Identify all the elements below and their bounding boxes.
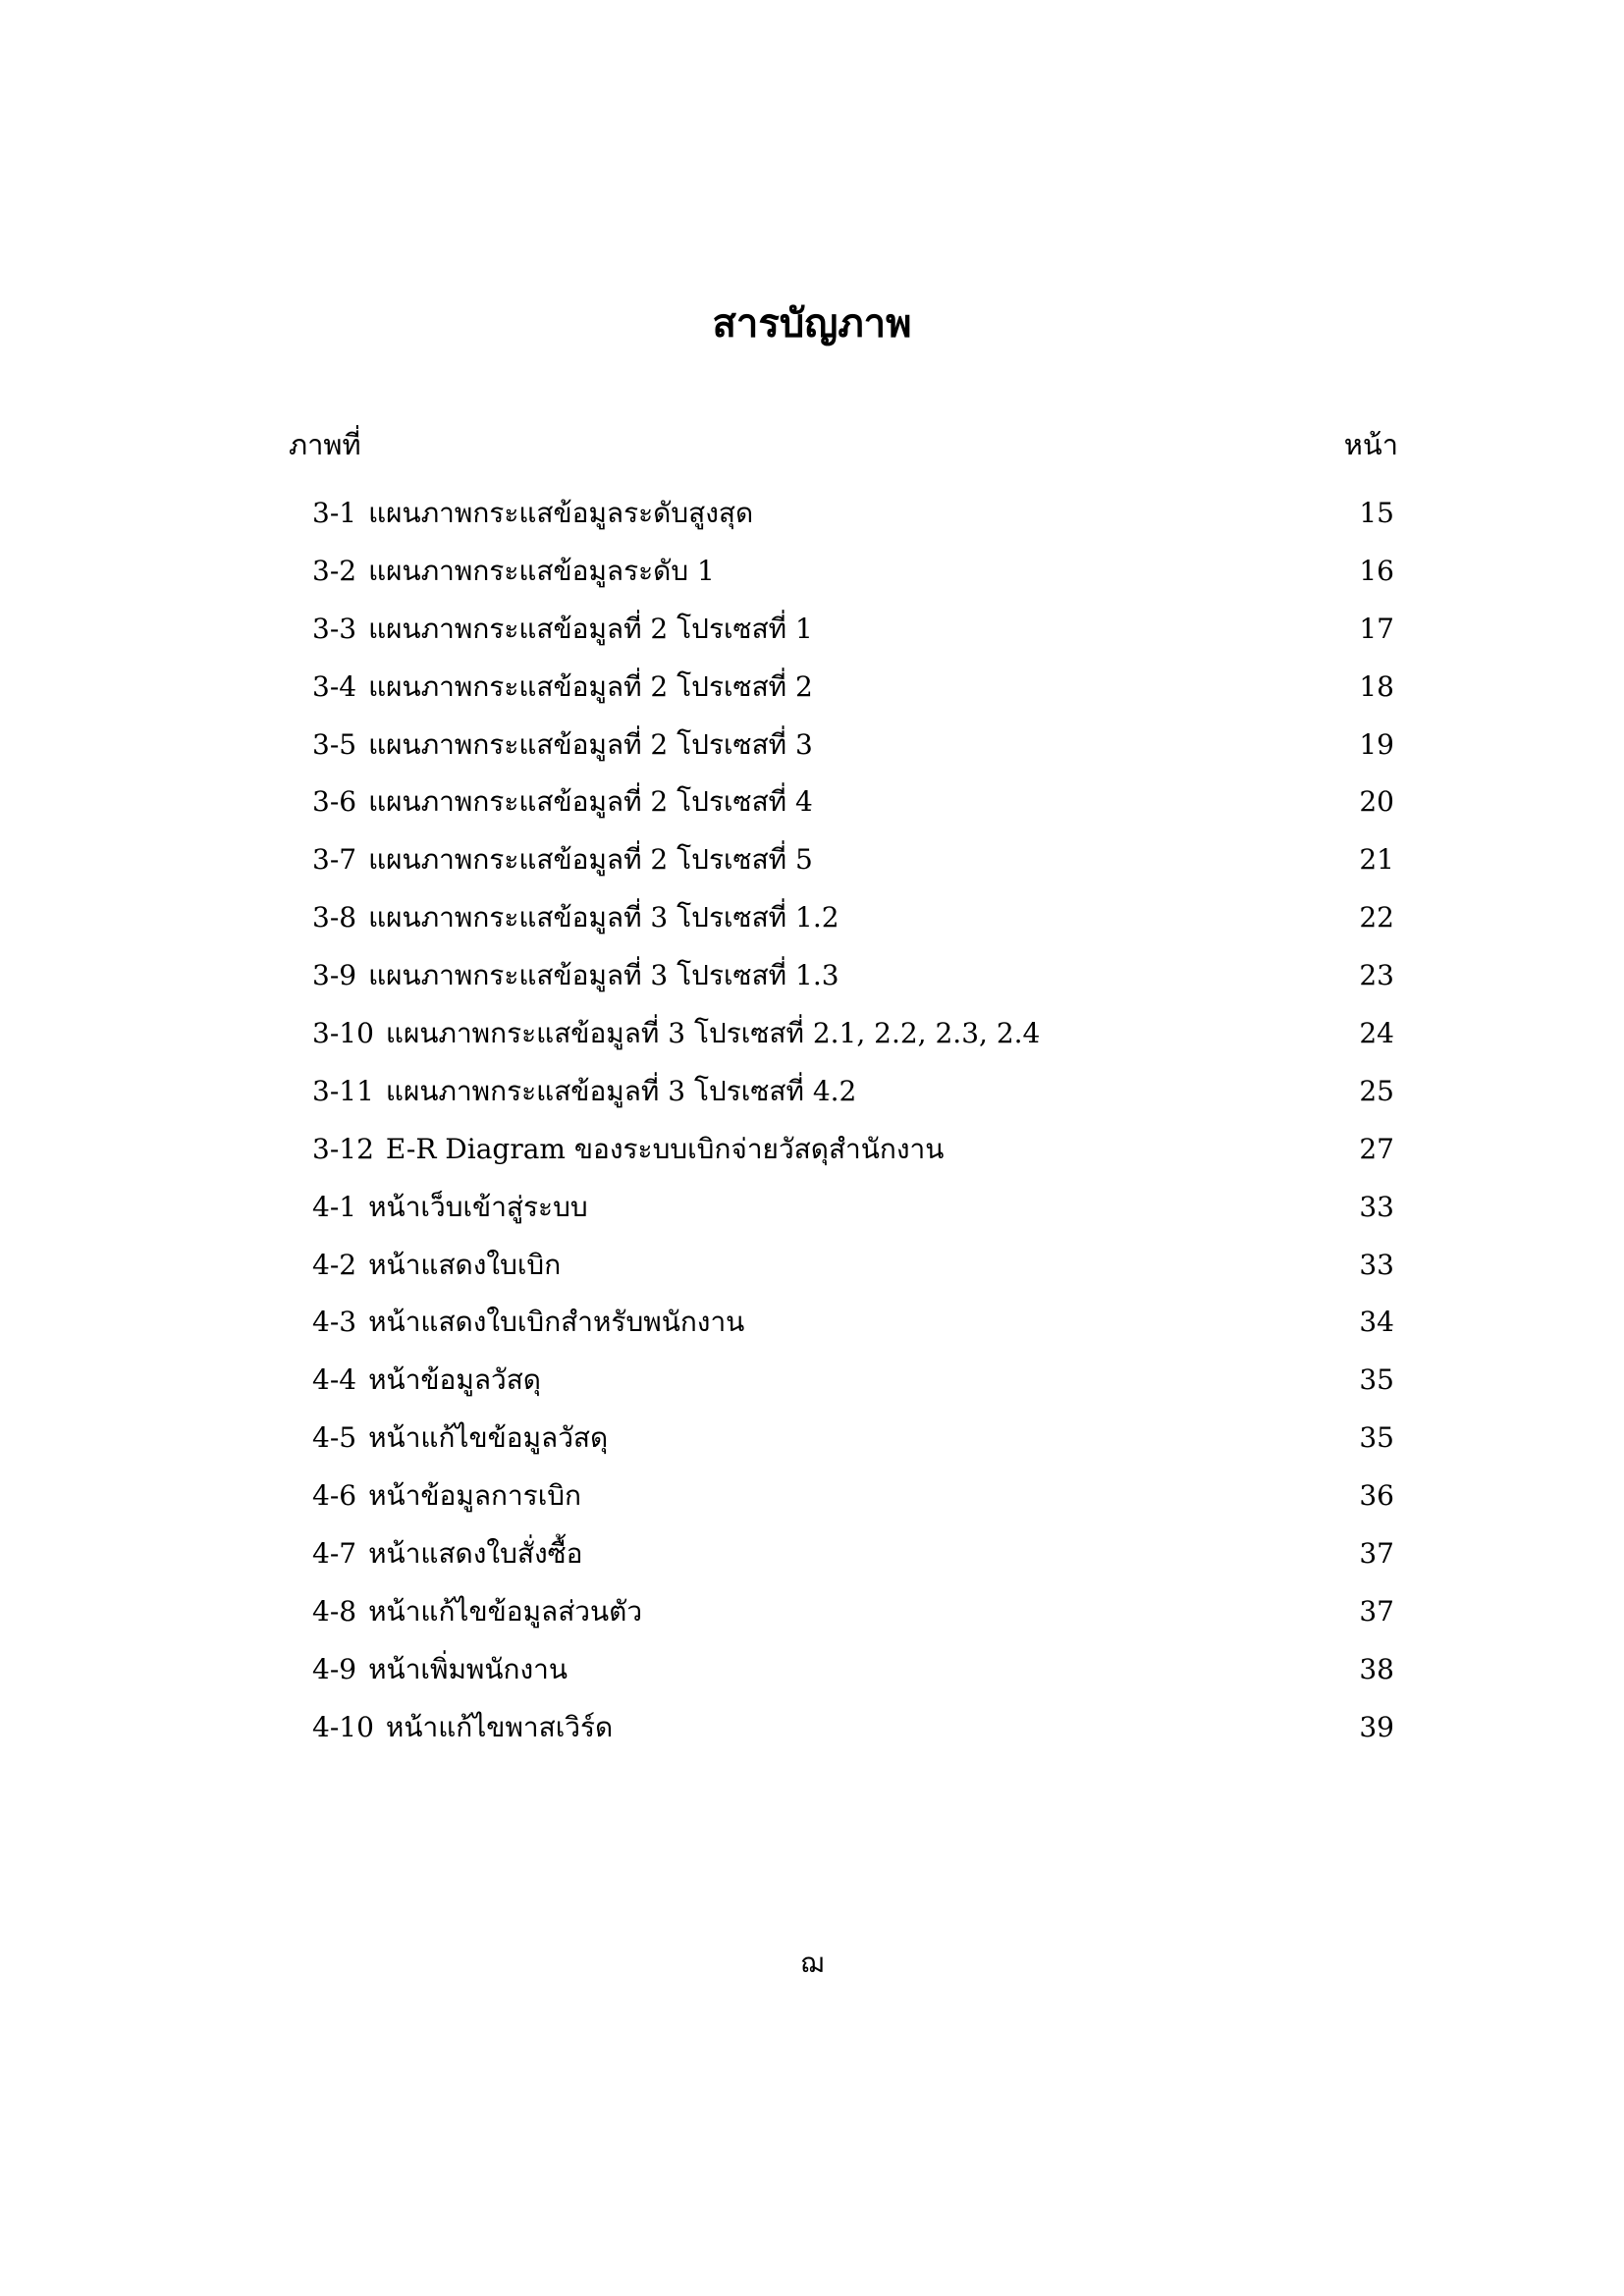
figure-number: 3-12 <box>312 1132 374 1165</box>
figure-title: แผนภาพกระแสข้อมูลที่ 2 โปรเซสที่ 1 <box>368 612 813 645</box>
list-item <box>312 659 1398 717</box>
figure-list <box>312 485 1398 1757</box>
list-item <box>312 717 1398 774</box>
figure-number: 3-7 <box>312 843 357 877</box>
figure-number: 4-2 <box>312 1248 357 1281</box>
figure-page-number: 21 <box>1359 843 1394 877</box>
list-item <box>312 1063 1398 1121</box>
figure-page-number: 36 <box>1359 1479 1394 1513</box>
figure-page-number: 25 <box>1359 1074 1394 1107</box>
figure-page-number: 38 <box>1359 1652 1394 1685</box>
figure-title: แผนภาพกระแสข้อมูลที่ 3 โปรเซสที่ 1.2 <box>368 901 839 934</box>
figure-number: 3-9 <box>312 959 357 992</box>
figure-page-number: 33 <box>1359 1190 1394 1223</box>
figure-title: แผนภาพกระแสข้อมูลที่ 2 โปรเซสที่ 4 <box>368 785 813 819</box>
figure-page-number: 23 <box>1359 959 1394 992</box>
page-title: สารบัญภาพ <box>712 300 912 347</box>
list-item <box>312 1179 1398 1237</box>
figure-page-number: 22 <box>1359 901 1394 934</box>
figure-title: หน้าแสดงใบสั่งซื้อ <box>368 1537 583 1571</box>
figure-page-number: 17 <box>1359 612 1394 645</box>
figure-number: 3-6 <box>312 785 357 819</box>
list-item <box>312 485 1398 543</box>
figure-number: 4-9 <box>312 1652 357 1685</box>
figure-number: 4-7 <box>312 1537 357 1571</box>
figure-number: 3-1 <box>312 497 357 529</box>
figure-number: 4-6 <box>312 1479 357 1513</box>
list-item <box>312 774 1398 831</box>
figure-title: หน้าข้อมูลวัสดุ <box>368 1363 541 1397</box>
figure-page-number: 19 <box>1359 727 1394 761</box>
figure-page-number: 34 <box>1359 1306 1394 1339</box>
list-item <box>312 1641 1398 1699</box>
figure-title: แผนภาพกระแสข้อมูลระดับสูงสุด <box>368 497 754 529</box>
figure-page-number: 39 <box>1359 1710 1394 1743</box>
figure-title: หน้าแก้ไขข้อมูลส่วนตัว <box>368 1594 643 1628</box>
figure-page-number: 35 <box>1359 1421 1394 1455</box>
list-item <box>312 1237 1398 1295</box>
figure-title: หน้าแสดงใบเบิกสำหรับพนักงาน <box>368 1306 745 1339</box>
figure-title: หน้าแก้ไขพาสเวิร์ด <box>385 1710 614 1743</box>
list-item <box>312 1410 1398 1468</box>
figure-number: 3-8 <box>312 901 357 934</box>
list-item <box>312 831 1398 889</box>
figure-title: แผนภาพกระแสข้อมูลระดับ 1 <box>368 554 715 587</box>
list-item <box>312 889 1398 947</box>
figure-page-number: 20 <box>1359 785 1394 819</box>
list-item <box>312 543 1398 601</box>
figure-number: 4-4 <box>312 1363 357 1397</box>
list-item <box>312 1352 1398 1410</box>
figure-number: 3-11 <box>312 1074 374 1107</box>
list-item <box>312 1468 1398 1525</box>
figure-page-number: 27 <box>1359 1132 1394 1165</box>
figure-number: 3-5 <box>312 727 357 761</box>
figure-title: หน้าแก้ไขข้อมูลวัสดุ <box>368 1421 609 1455</box>
figure-title: หน้าข้อมูลการเบิก <box>368 1479 581 1513</box>
figure-number: 4-10 <box>312 1710 374 1743</box>
figure-page-number: 24 <box>1359 1017 1394 1050</box>
figure-title: แผนภาพกระแสข้อมูลที่ 3 โปรเซสที่ 2.1, 2.2, 2.3, 2.4 <box>385 1017 1041 1050</box>
figure-number: 3-4 <box>312 669 357 703</box>
figure-title: แผนภาพกระแสข้อมูลที่ 3 โปรเซสที่ 1.3 <box>368 959 839 992</box>
column-header-row <box>289 420 1398 469</box>
list-item <box>312 1525 1398 1583</box>
figure-number: 4-8 <box>312 1594 357 1628</box>
list-item <box>312 1121 1398 1179</box>
figure-title: แผนภาพกระแสข้อมูลที่ 2 โปรเซสที่ 5 <box>368 843 813 877</box>
figure-number: 3-10 <box>312 1017 374 1050</box>
figure-title: แผนภาพกระแสข้อมูลที่ 3 โปรเซสที่ 4.2 <box>385 1074 857 1107</box>
page-number: ฌ <box>800 1947 824 1979</box>
list-item <box>312 947 1398 1005</box>
list-item <box>312 1699 1398 1757</box>
figure-number: 3-3 <box>312 612 357 645</box>
figure-title: E-R Diagram ของระบบเบิกจ่ายวัสดุสำนักงาน <box>385 1132 945 1165</box>
figure-page-number: 15 <box>1359 497 1394 529</box>
figure-number: 3-2 <box>312 554 357 587</box>
figure-title: หน้าแสดงใบเบิก <box>368 1248 562 1281</box>
figure-title: หน้าเพิ่มพนักงาน <box>368 1652 568 1685</box>
figure-page-number: 33 <box>1359 1248 1394 1281</box>
figure-page-number: 16 <box>1359 554 1394 587</box>
figure-number: 4-1 <box>312 1190 357 1223</box>
list-item <box>312 601 1398 659</box>
column-header-page: หน้า <box>1343 428 1398 461</box>
figure-title: หน้าเว็บเข้าสู่ระบบ <box>368 1190 588 1223</box>
figure-page-number: 18 <box>1359 669 1394 703</box>
list-item <box>312 1583 1398 1641</box>
list-item <box>312 1294 1398 1352</box>
figure-page-number: 37 <box>1359 1594 1394 1628</box>
figure-page-number: 37 <box>1359 1537 1394 1571</box>
figure-page-number: 35 <box>1359 1363 1394 1397</box>
figure-number: 4-3 <box>312 1306 357 1339</box>
figure-title: แผนภาพกระแสข้อมูลที่ 2 โปรเซสที่ 2 <box>368 669 813 703</box>
list-item <box>312 1005 1398 1063</box>
column-header-figure: ภาพที่ <box>289 428 361 461</box>
figure-title: แผนภาพกระแสข้อมูลที่ 2 โปรเซสที่ 3 <box>368 727 813 761</box>
figure-number: 4-5 <box>312 1421 357 1455</box>
